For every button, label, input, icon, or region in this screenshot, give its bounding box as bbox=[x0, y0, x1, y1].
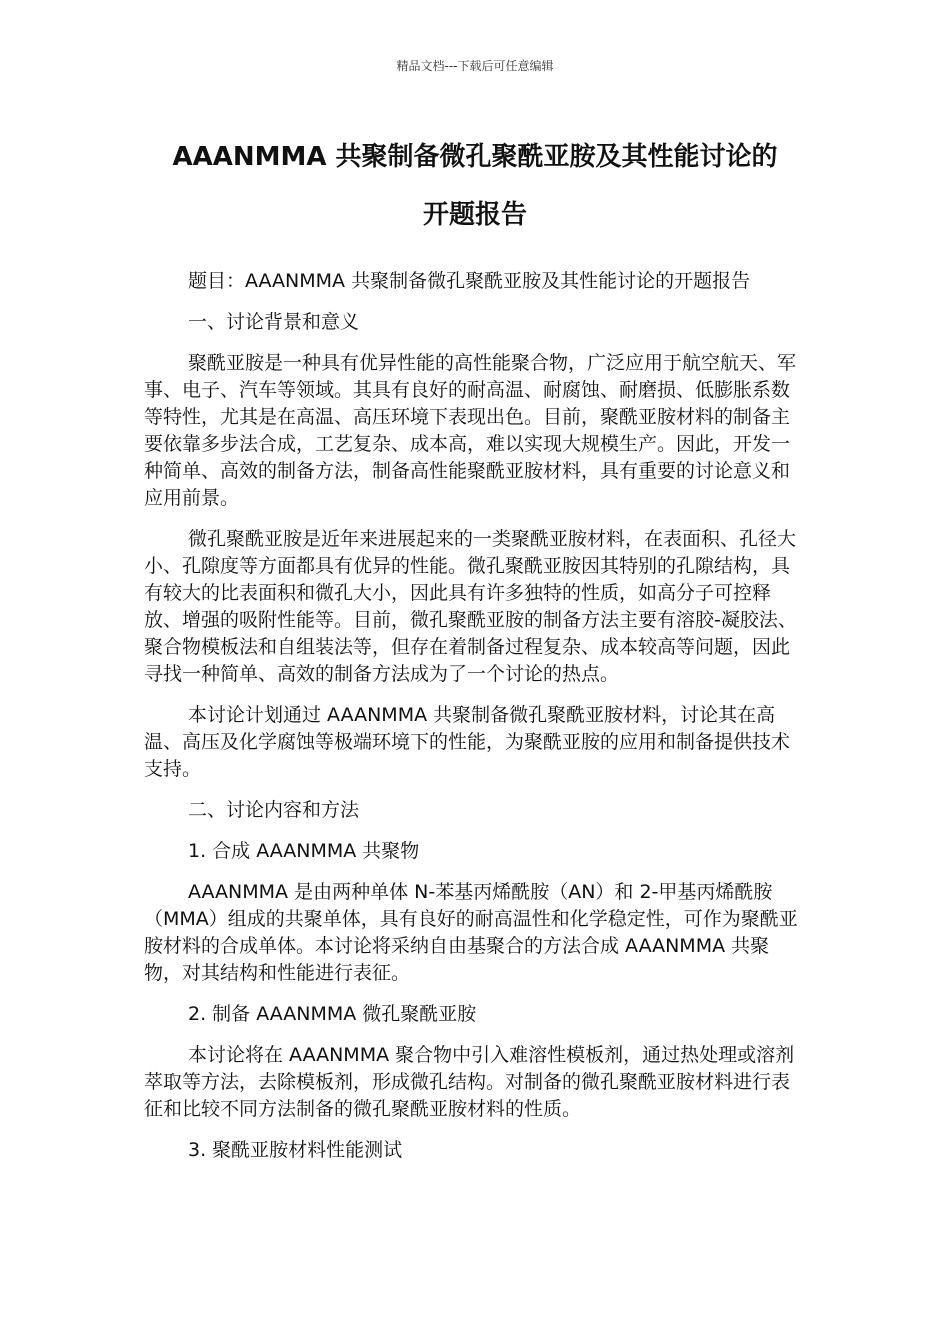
subsection-heading-1: 1. 合成 AAANMMA 共聚物 bbox=[188, 840, 420, 862]
subsection-heading-3: 3. 聚酰亚胺材料性能测试 bbox=[188, 1139, 403, 1161]
section-heading-content: 二、讨论内容和方法 bbox=[188, 799, 360, 821]
section-heading-background: 一、讨论背景和意义 bbox=[188, 311, 360, 333]
body-paragraph: 本讨论将在 AAANMMA 聚合物中引入难溶性模板剂，通过热处理或溶剂萃取等方法，去除模板剂，形成微孔结构。对制备的微孔聚酰亚胺材料进行表征和比较不同方法制备的微孔聚酰亚胺材料的性质。 bbox=[144, 1044, 795, 1120]
body-paragraph: 微孔聚酰亚胺是近年来进展起来的一类聚酰亚胺材料，在表面积、孔径大小、孔隙度等方面都具有优异的性能。微孔聚酰亚胺因其特别的孔隙结构，具有较大的比表面积和微孔大小，因此具有许多独特的性质，如高分子可控释放、增强的吸附性能等。目前，微孔聚酰亚胺的制备方法主要有溶胶-凝胶法、聚合物模板法和自组装法等，但存在着制备过程复杂、成本较高等问题，因此寻找一种简单、高效的制备方法成为了一个讨论的热点。 bbox=[144, 528, 797, 685]
body-paragraph: AAANMMA 是由两种单体 N-苯基丙烯酰胺（AN）和 2-甲基丙烯酰胺（MMA）组成的共聚单体，具有良好的耐高温性和化学稳定性，可作为聚酰亚胺材料的合成单体。本讨论将采纳自由基聚合的方法合成 AAANMMA 共聚物，对其结构和性能进行表征。 bbox=[144, 881, 798, 984]
subject-line: 题目：AAANMMA 共聚制备微孔聚酰亚胺及其性能讨论的开题报告 bbox=[188, 270, 751, 292]
title-line-2: 开题报告 bbox=[422, 200, 527, 230]
subsection-heading-2: 2. 制备 AAANMMA 微孔聚酰亚胺 bbox=[188, 1003, 477, 1025]
title-line-1: AAANMMA 共聚制备微孔聚酰亚胺及其性能讨论的 bbox=[172, 142, 778, 172]
body-paragraph: 本讨论计划通过 AAANMMA 共聚制备微孔聚酰亚胺材料，讨论其在高温、高压及化学腐蚀等极端环境下的性能，为聚酰亚胺的应用和制备提供技术支持。 bbox=[144, 704, 791, 780]
body-paragraph: 聚酰亚胺是一种具有优异性能的高性能聚合物，广泛应用于航空航天、军事、电子、汽车等领域。其具有良好的耐高温、耐腐蚀、耐磨损、低膨胀系数等特性，尤其是在高温、高压环境下表现出色。目前，聚酰亚胺材料的制备主要依靠多步法合成，工艺复杂、成本高，难以实现大规模生产。因此，开发一种简单、高效的制备方法，制备高性能聚酰亚胺材料，具有重要的讨论意义和应用前景。 bbox=[144, 352, 797, 509]
document-title bbox=[140, 128, 810, 244]
document-body bbox=[144, 268, 804, 1178]
header-note: 精品文档---下载后可任意编辑 bbox=[396, 59, 554, 73]
